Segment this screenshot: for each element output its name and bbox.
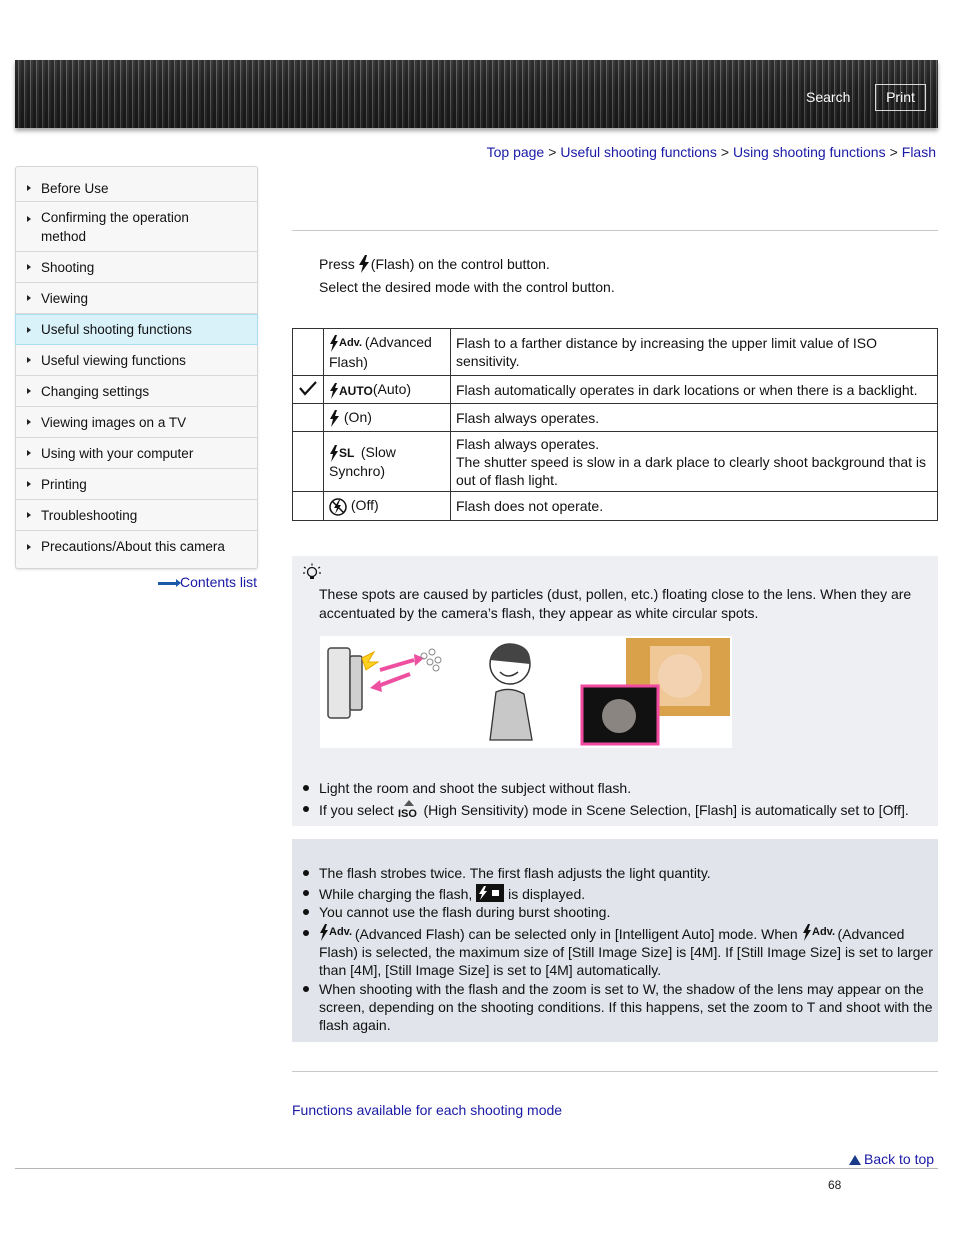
sidebar-item-before-use[interactable]	[16, 175, 257, 202]
hint-bullet-1-text: Light the room and shoot the subject without flash.	[319, 780, 632, 796]
flash-on-icon	[329, 410, 340, 427]
step-1-suffix: (Flash) on the control button.	[370, 256, 550, 272]
chevron-right-icon	[27, 357, 31, 363]
selection-cell	[293, 329, 324, 376]
back-to-top-label: Back to top	[864, 1151, 935, 1167]
bullet-dot	[303, 986, 309, 992]
mode-label: (Auto)	[372, 381, 412, 398]
sidebar-item-troubleshooting[interactable]	[16, 500, 257, 531]
sidebar-item-label: Using with your computer	[41, 445, 194, 461]
hint-bullet-2-suffix: (High Sensitivity) mode in Scene Selection, [Flash] is automatically set to [Off].	[423, 802, 909, 818]
selection-cell	[293, 432, 324, 492]
note-bullet-3-text: You cannot use the flash during burst shooting.	[319, 904, 611, 920]
footer-divider	[15, 1168, 938, 1169]
title-divider	[292, 230, 938, 231]
sidebar-menu	[15, 166, 258, 569]
flash-off-icon	[329, 498, 347, 516]
hint-bullet-1	[319, 779, 935, 797]
functions-available-link[interactable]: Functions available for each shooting mode	[292, 1102, 563, 1118]
sidebar-item-label: Before Use	[41, 180, 109, 196]
step-1	[319, 255, 550, 273]
breadcrumb	[487, 144, 936, 160]
hint-bullet-2	[319, 800, 935, 819]
mode-label: (On)	[343, 409, 372, 426]
sidebar-item-label: Troubleshooting	[41, 507, 138, 523]
sidebar-item-useful-shooting-functions[interactable]	[15, 314, 258, 345]
bullet-dot	[303, 909, 309, 915]
sidebar-item-label: Viewing images on a TV	[41, 414, 187, 430]
bullet-dot	[303, 785, 309, 791]
bullet-dot	[303, 890, 309, 896]
chevron-right-icon	[27, 388, 31, 394]
flash-advanced-icon	[329, 335, 361, 353]
breadcrumb-top-page[interactable]: Top page	[486, 144, 545, 160]
chevron-right-icon	[27, 185, 31, 191]
note-bullet-1	[319, 864, 935, 882]
mode-cell	[324, 432, 451, 492]
chevron-right-icon	[27, 512, 31, 518]
note-bullet-2-prefix: While charging the flash,	[319, 886, 473, 902]
selection-cell	[293, 404, 324, 432]
chevron-right-icon	[27, 544, 31, 550]
bullet-dot	[303, 870, 309, 876]
sidebar-item-label: Useful shooting functions	[41, 322, 192, 337]
flash-auto-icon	[329, 383, 373, 399]
step-2-text: Select the desired mode with the control button.	[319, 279, 615, 295]
breadcrumb-separator: >	[889, 144, 898, 160]
note-bullet-4-part2: (Advanced Flash) is selected, the maximum size of [Still Image Size] is [4M]. If [Still Image Size] is set to larger than [4M], [Still Image Size] is set to [4M] automatically.	[319, 926, 933, 978]
note-bullet-4-part1: (Advanced Flash) can be selected only in [Intelligent Auto] mode. When	[354, 926, 798, 942]
table-row	[293, 432, 938, 492]
selection-cell	[293, 492, 324, 521]
lightbulb-icon	[302, 563, 322, 583]
arrow-right-icon	[158, 582, 178, 585]
chevron-right-icon	[27, 295, 31, 301]
note-bullet-4	[319, 924, 935, 979]
mode-description: Flash to a farther distance by increasing the upper limit value of ISO sensitivity.	[451, 329, 938, 376]
chevron-right-icon	[27, 419, 31, 425]
svg-text:SL: SL	[339, 445, 355, 460]
breadcrumb-using-shooting-functions[interactable]: Using shooting functions	[733, 144, 886, 160]
flash-icon	[358, 255, 370, 273]
up-arrow-icon	[849, 1155, 861, 1165]
sidebar-item-printing[interactable]	[16, 469, 257, 500]
dust-spots-illustration	[320, 636, 732, 748]
sidebar-item-label: Precautions/About this camera	[41, 539, 225, 554]
sidebar-item-precautions[interactable]	[16, 531, 257, 562]
bullet-dot	[303, 930, 309, 936]
mode-cell	[324, 329, 451, 376]
sidebar-item-label: Shooting	[41, 259, 95, 275]
step-2	[319, 279, 615, 295]
sidebar-item-shooting[interactable]	[16, 252, 257, 283]
mode-label: (Slow Synchro)	[329, 444, 396, 479]
sidebar-item-viewing[interactable]	[16, 283, 257, 314]
svg-text:Adv.: Adv.	[329, 926, 353, 938]
table-row	[293, 376, 938, 404]
header-bar	[15, 60, 938, 128]
note-bullet-1-text: The flash strobes twice. The first flash adjusts the light quantity.	[319, 865, 711, 881]
chevron-right-icon	[27, 481, 31, 487]
search-link[interactable]: Search	[806, 89, 851, 105]
flash-mode-table	[292, 328, 938, 521]
mode-description: Flash does not operate.	[451, 492, 938, 521]
mode-label: (Off)	[350, 497, 379, 514]
svg-text:ISO: ISO	[397, 808, 417, 820]
contents-list-link[interactable]	[158, 574, 257, 590]
note-bullet-2-suffix: is displayed.	[508, 886, 586, 902]
svg-text:Adv.: Adv.	[811, 926, 835, 938]
hint-paragraph: These spots are caused by particles (dust, pollen, etc.) floating close to the lens. When they are accentuated by the camera’s flash, they appear as white circular spots.	[319, 586, 912, 621]
table-row	[293, 492, 938, 521]
high-sensitivity-icon	[398, 800, 420, 818]
flash-charging-icon	[476, 884, 504, 902]
breadcrumb-separator: >	[548, 144, 557, 160]
mode-cell	[324, 492, 451, 521]
mode-description: Flash always operates. The shutter speed is slow in a dark place to clearly shoot background that is out of flash light.	[451, 432, 938, 492]
chevron-right-icon	[27, 327, 31, 333]
sidebar-item-label: Viewing	[41, 290, 89, 306]
sidebar-item-label: Useful viewing functions	[41, 352, 186, 368]
sidebar-item-label: Changing settings	[41, 383, 150, 399]
mode-cell	[324, 404, 451, 432]
table-row	[293, 404, 938, 432]
sidebar-item-useful-viewing-functions[interactable]	[16, 345, 257, 376]
note-bullet-3	[319, 903, 935, 921]
sidebar-item-confirming-operation[interactable]	[16, 202, 257, 252]
note-bullet-2	[319, 884, 935, 903]
hint-bullet-2-prefix: If you select	[319, 802, 394, 818]
step-1-prefix: Press	[319, 256, 355, 272]
sidebar-item-using-with-computer[interactable]	[16, 438, 257, 469]
chevron-right-icon	[27, 216, 31, 222]
mode-description: Flash always operates.	[451, 404, 938, 432]
sidebar-item-viewing-on-tv[interactable]	[16, 407, 257, 438]
svg-text:AUTO: AUTO	[339, 383, 373, 398]
page-number: 68	[828, 1178, 842, 1192]
note-bullet-5-text: When shooting with the flash and the zoom is set to W, the shadow of the lens may appear on the screen, depending on the shooting conditions. If this happens, set the zoom to T and shoot with the flash again.	[319, 981, 933, 1033]
related-divider	[292, 1071, 938, 1072]
chevron-right-icon	[27, 264, 31, 270]
selection-cell	[293, 376, 324, 404]
checkmark-icon	[298, 380, 318, 396]
breadcrumb-useful-shooting-functions[interactable]: Useful shooting functions	[560, 144, 717, 160]
flash-slow-synchro-icon	[329, 445, 357, 462]
mode-label: (Advanced Flash)	[329, 334, 432, 370]
svg-text:Adv.: Adv.	[339, 336, 363, 349]
breadcrumb-flash[interactable]: Flash	[901, 144, 936, 160]
mode-description: Flash automatically operates in dark locations or when there is a backlight.	[451, 376, 938, 404]
flash-advanced-icon	[319, 924, 351, 942]
back-to-top-link[interactable]	[849, 1151, 934, 1167]
print-button[interactable]: Print	[875, 84, 926, 111]
bullet-dot	[303, 806, 309, 812]
contents-list-label: Contents list	[180, 574, 258, 590]
note-bullet-5	[319, 980, 935, 1034]
mode-cell	[324, 376, 451, 404]
sidebar-item-label: Printing	[41, 476, 87, 492]
breadcrumb-separator: >	[720, 144, 730, 160]
chevron-right-icon	[27, 450, 31, 456]
sidebar-item-changing-settings[interactable]	[16, 376, 257, 407]
sidebar-item-label: Confirming the operation method	[41, 209, 189, 244]
flash-advanced-icon	[802, 924, 834, 942]
table-row	[293, 329, 938, 376]
